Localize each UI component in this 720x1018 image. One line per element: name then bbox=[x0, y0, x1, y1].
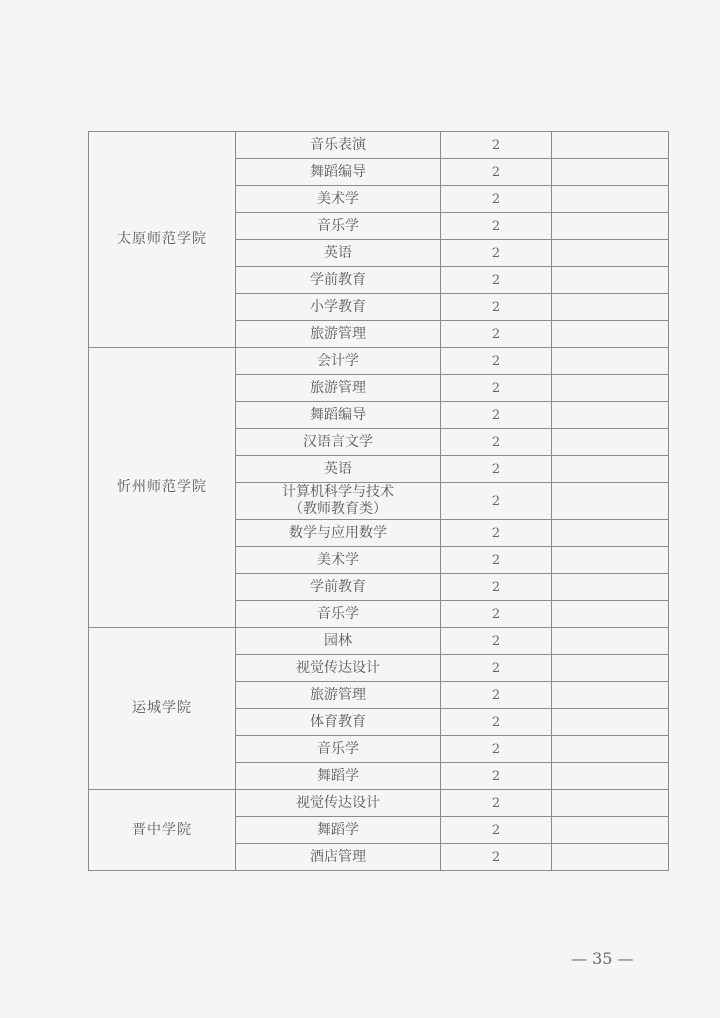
quota-count-cell: 2 bbox=[441, 294, 552, 321]
quota-count-cell: 2 bbox=[441, 213, 552, 240]
major-name-cell: 计算机科学与技术 （教师教育类） bbox=[236, 483, 441, 520]
remark-cell bbox=[552, 763, 669, 790]
remark-cell bbox=[552, 213, 669, 240]
page-number: — 35 — bbox=[571, 949, 634, 968]
quota-count-cell: 2 bbox=[441, 574, 552, 601]
remark-cell bbox=[552, 817, 669, 844]
major-name-cell: 园林 bbox=[236, 628, 441, 655]
remark-cell bbox=[552, 736, 669, 763]
allocation-table bbox=[88, 131, 669, 871]
remark-cell bbox=[552, 240, 669, 267]
quota-count-cell: 2 bbox=[441, 483, 552, 520]
remark-cell bbox=[552, 709, 669, 736]
major-name-cell: 音乐学 bbox=[236, 736, 441, 763]
major-name-cell: 体育教育 bbox=[236, 709, 441, 736]
major-name-cell: 会计学 bbox=[236, 348, 441, 375]
major-name-cell: 音乐学 bbox=[236, 213, 441, 240]
remark-cell bbox=[552, 520, 669, 547]
quota-count-cell: 2 bbox=[441, 547, 552, 574]
remark-cell bbox=[552, 321, 669, 348]
table-row bbox=[89, 628, 669, 655]
major-name-cell: 酒店管理 bbox=[236, 844, 441, 871]
remark-cell bbox=[552, 429, 669, 456]
major-name-cell: 学前教育 bbox=[236, 574, 441, 601]
remark-cell bbox=[552, 456, 669, 483]
major-name-cell: 美术学 bbox=[236, 547, 441, 574]
school-name-cell: 忻州师范学院 bbox=[89, 348, 236, 628]
quota-count-cell: 2 bbox=[441, 429, 552, 456]
quota-count-cell: 2 bbox=[441, 186, 552, 213]
major-name-cell: 舞蹈编导 bbox=[236, 159, 441, 186]
remark-cell bbox=[552, 790, 669, 817]
table-body bbox=[89, 132, 669, 871]
major-name-cell: 旅游管理 bbox=[236, 682, 441, 709]
remark-cell bbox=[552, 574, 669, 601]
quota-count-cell: 2 bbox=[441, 844, 552, 871]
quota-count-cell: 2 bbox=[441, 402, 552, 429]
major-name-cell: 旅游管理 bbox=[236, 375, 441, 402]
remark-cell bbox=[552, 547, 669, 574]
major-name-cell: 舞蹈学 bbox=[236, 817, 441, 844]
remark-cell bbox=[552, 159, 669, 186]
quota-count-cell: 2 bbox=[441, 790, 552, 817]
quota-count-cell: 2 bbox=[441, 601, 552, 628]
remark-cell bbox=[552, 267, 669, 294]
school-name-cell: 晋中学院 bbox=[89, 790, 236, 871]
major-name-cell: 数学与应用数学 bbox=[236, 520, 441, 547]
remark-cell bbox=[552, 348, 669, 375]
remark-cell bbox=[552, 375, 669, 402]
table-row bbox=[89, 348, 669, 375]
quota-count-cell: 2 bbox=[441, 348, 552, 375]
major-name-cell: 视觉传达设计 bbox=[236, 790, 441, 817]
quota-count-cell: 2 bbox=[441, 267, 552, 294]
quota-count-cell: 2 bbox=[441, 709, 552, 736]
quota-count-cell: 2 bbox=[441, 321, 552, 348]
quota-count-cell: 2 bbox=[441, 240, 552, 267]
remark-cell bbox=[552, 682, 669, 709]
major-name-cell: 汉语言文学 bbox=[236, 429, 441, 456]
quota-count-cell: 2 bbox=[441, 132, 552, 159]
major-name-cell: 音乐表演 bbox=[236, 132, 441, 159]
quota-count-cell: 2 bbox=[441, 763, 552, 790]
school-name-cell: 运城学院 bbox=[89, 628, 236, 790]
remark-cell bbox=[552, 186, 669, 213]
quota-count-cell: 2 bbox=[441, 655, 552, 682]
major-name-cell: 小学教育 bbox=[236, 294, 441, 321]
quota-count-cell: 2 bbox=[441, 520, 552, 547]
remark-cell bbox=[552, 483, 669, 520]
major-name-cell: 音乐学 bbox=[236, 601, 441, 628]
remark-cell bbox=[552, 844, 669, 871]
quota-count-cell: 2 bbox=[441, 375, 552, 402]
remark-cell bbox=[552, 294, 669, 321]
major-name-cell: 舞蹈编导 bbox=[236, 402, 441, 429]
table-row bbox=[89, 132, 669, 159]
major-name-cell: 视觉传达设计 bbox=[236, 655, 441, 682]
major-name-cell: 学前教育 bbox=[236, 267, 441, 294]
remark-cell bbox=[552, 628, 669, 655]
major-name-cell: 旅游管理 bbox=[236, 321, 441, 348]
quota-count-cell: 2 bbox=[441, 456, 552, 483]
table-row bbox=[89, 790, 669, 817]
major-name-cell: 美术学 bbox=[236, 186, 441, 213]
remark-cell bbox=[552, 601, 669, 628]
quota-count-cell: 2 bbox=[441, 628, 552, 655]
school-name-cell: 太原师范学院 bbox=[89, 132, 236, 348]
quota-count-cell: 2 bbox=[441, 682, 552, 709]
major-name-cell: 英语 bbox=[236, 240, 441, 267]
quota-count-cell: 2 bbox=[441, 736, 552, 763]
quota-count-cell: 2 bbox=[441, 159, 552, 186]
remark-cell bbox=[552, 402, 669, 429]
major-name-cell: 舞蹈学 bbox=[236, 763, 441, 790]
remark-cell bbox=[552, 655, 669, 682]
quota-count-cell: 2 bbox=[441, 817, 552, 844]
major-name-cell: 英语 bbox=[236, 456, 441, 483]
remark-cell bbox=[552, 132, 669, 159]
